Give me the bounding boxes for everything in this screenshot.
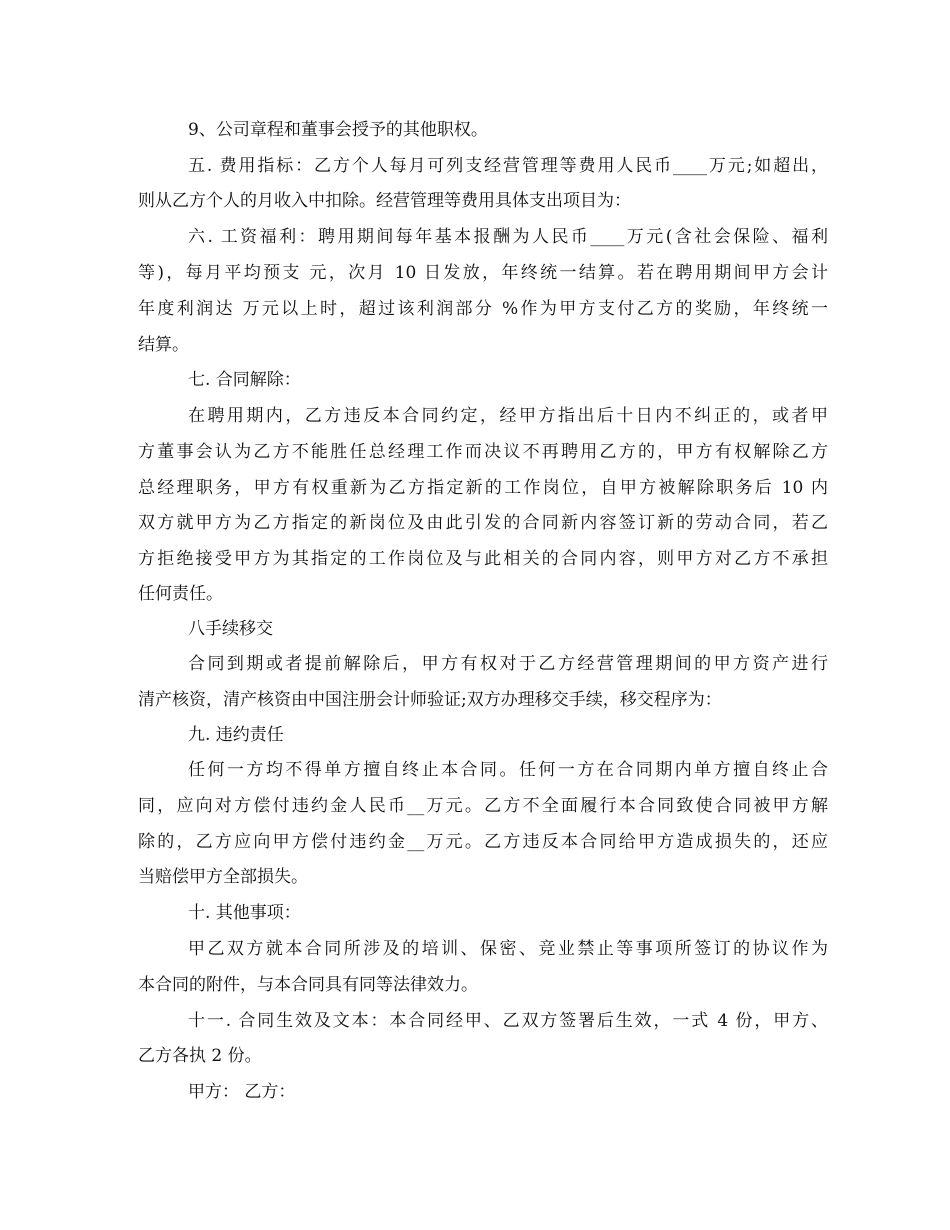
section-7-text-line: 在聘用期内，乙方违反本合同约定，经甲方指出后十日内不纠正的，或者甲	[188, 406, 828, 426]
section-7-heading: 七. 合同解除：	[188, 370, 301, 390]
section-8-heading: 八手续移交	[188, 619, 273, 639]
section-9-text-line: 当赔偿甲方全部损失。	[138, 867, 308, 887]
section-7-text-line: 方拒绝接受甲方为其指定的工作岗位及与此相关的合同内容，则甲方对乙方不承担	[138, 549, 828, 569]
section-10-heading: 十. 其他事项：	[188, 903, 301, 923]
section-6-text-line: 年度利润达 万元以上时，超过该利润部分 %作为甲方支付乙方的奖励，年终统一	[138, 299, 828, 319]
section-8-text-line: 清产核资，清产核资由中国注册会计师验证;双方办理移交手续，移交程序为：	[138, 690, 722, 710]
clause-9-line: 9、公司章程和董事会授予的其他职权。	[188, 120, 488, 140]
section-11-heading-line: 十一. 合同生效及文本：本合同经甲、乙双方签署后生效，一式 4 份，甲方、	[188, 1011, 828, 1031]
section-9-heading: 九. 违约责任	[188, 725, 284, 745]
section-5-text-line: 则从乙方个人的月收入中扣除。经营管理等费用具体支出项目为：	[138, 191, 631, 211]
section-9-text-line: 除的，乙方应向甲方偿付违约金__万元。乙方违反本合同给甲方造成损失的，还应	[138, 832, 828, 852]
section-5-heading-line: 五. 费用指标：乙方个人每月可列支经营管理等费用人民币____万元;如超出，	[188, 156, 828, 176]
section-9-text-line: 同，应向对方偿付违约金人民币__万元。乙方不全面履行本合同致使合同被甲方解	[138, 796, 828, 816]
section-9-text-line: 任何一方均不得单方擅自终止本合同。任何一方在合同期内单方擅自终止合	[188, 760, 828, 780]
section-7-text-line: 双方就甲方为乙方指定的新岗位及由此引发的合同新内容签订新的劳动合同，若乙	[138, 513, 828, 533]
section-10-text-line: 甲乙双方就本合同所涉及的培训、保密、竞业禁止等事项所签订的协议作为	[188, 939, 828, 959]
section-6-text-line: 结算。	[138, 335, 189, 355]
section-11-text-line: 乙方各执 2 份。	[138, 1046, 262, 1066]
section-10-text-line: 本合同的附件，与本合同具有同等法律效力。	[138, 975, 478, 995]
signature-line: 甲方： 乙方：	[188, 1082, 296, 1102]
section-7-text-line: 任何责任。	[138, 584, 223, 604]
section-7-text-line: 方董事会认为乙方不能胜任总经理工作而决议不再聘用乙方的，甲方有权解除乙方	[138, 442, 828, 462]
section-8-text-line: 合同到期或者提前解除后，甲方有权对于乙方经营管理期间的甲方资产进行	[188, 654, 828, 674]
section-6-heading-line: 六. 工资福利：聘用期间每年基本报酬为人民币____万元(含社会保险、福利	[188, 227, 828, 247]
section-6-text-line: 等)，每月平均预支 元，次月 10 日发放，年终统一结算。若在聘用期间甲方会计	[138, 263, 828, 283]
section-7-text-line: 总经理职务，甲方有权重新为乙方指定新的工作岗位，自甲方被解除职务后 10 内	[138, 478, 828, 498]
